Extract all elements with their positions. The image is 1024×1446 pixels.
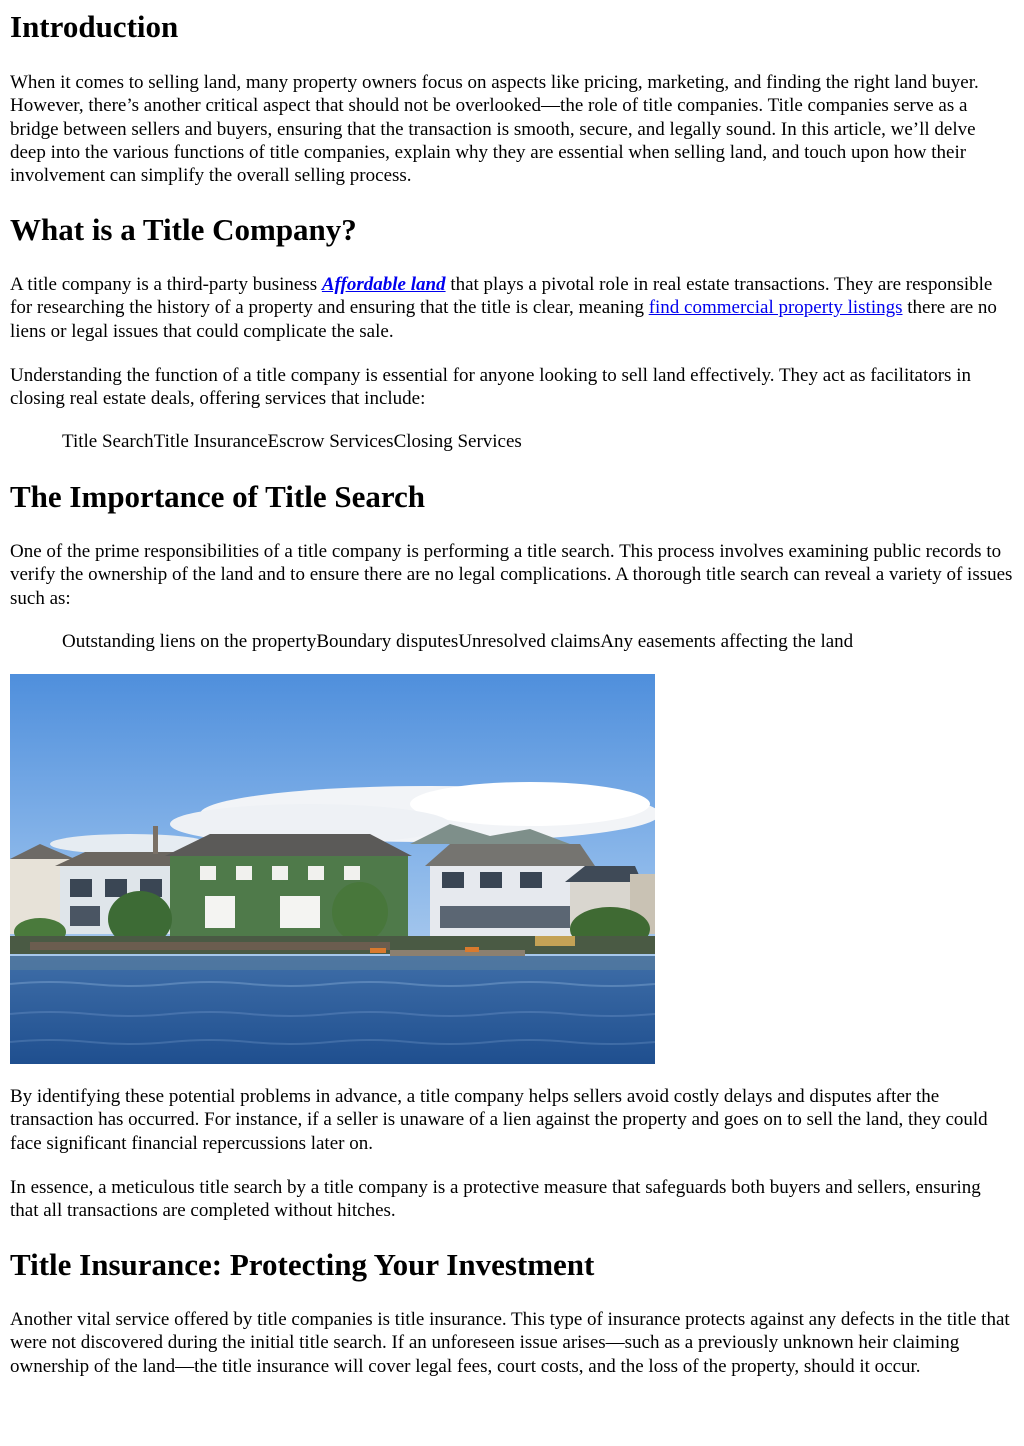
what-is-text-2: that plays a pivotal role in real estate transactions. They are responsible for researching the history of a property and ensuring that the title is clear, meaning [10,274,993,319]
what-is-text-1: A title company is a third-party business [10,274,322,295]
affordable-land-link[interactable]: Affordable land [321,274,446,295]
what-is-paragraph-2: Understanding the function of a title company is essential for anyone looking to sell land effectively. They act as facilitators in closing real estate deals, offering services that include: [10,365,971,410]
services-list [10,430,522,453]
list-item: Any easements affecting the land [600,631,854,652]
list-item: Title Insurance [153,431,268,452]
intro-paragraph: When it comes to selling land, many property owners focus on aspects like pricing, marketing, and finding the right land buyer. However, there’s another critical aspect that should not be overlooked—the role of title companies. Title companies serve as a bridge between sellers and buyers, ensuring that the transaction is smooth, secure, and legally sound. In this article, we’ll delve deep into the various functions of title companies, explain why they are essential when selling land, and touch upon how their involvement can simplify the overall selling process. [10,72,979,187]
lakefront-houses-photo [10,674,655,1064]
what-is-paragraph [10,273,1014,343]
list-item: Closing Services [393,431,522,452]
heading-importance-title-search: The Importance of Title Search [10,479,426,514]
issues-list [10,630,853,653]
list-item: Unresolved claims [458,631,601,652]
title-search-paragraph-3: In essence, a meticulous title search by a title company is a protective measure that safeguards both buyers and sellers, ensuring that all transactions are completed without hitches. [10,1177,981,1222]
list-item: Outstanding liens on the property [62,631,317,652]
list-item: Boundary disputes [316,631,459,652]
title-insurance-paragraph: Another vital service offered by title companies is title insurance. This type of insurance protects against any defects in the title that were not discovered during the initial title search. If an unforeseen issue arises—such as a previously unknown heir claiming ownership of the land—the title insurance will cover legal fees, court costs, and the loss of the property, should it occur. [10,1309,1010,1377]
list-item: Title Search [62,431,154,452]
heading-introduction: Introduction [10,9,179,44]
commercial-listings-link[interactable]: find commercial property listings [648,297,903,319]
heading-what-is-title-company: What is a Title Company? [10,212,357,247]
what-is-text-3: there are no liens or legal issues that could complicate the sale. [10,297,997,342]
title-search-paragraph-1: One of the prime responsibilities of a title company is performing a title search. This process involves examining public records to verify the ownership of the land and to ensure there are no legal complications. A thorough title search can reveal a variety of issues such as: [10,541,1013,609]
list-item: Escrow Services [267,431,394,452]
title-search-paragraph-2: By identifying these potential problems in advance, a title company helps sellers avoid costly delays and disputes after the transaction has occurred. For instance, if a seller is unaware of a lien against the property and goes on to sell the land, they could face significant financial repercussions later on. [10,1086,988,1154]
heading-title-insurance: Title Insurance: Protecting Your Investment [10,1247,595,1282]
